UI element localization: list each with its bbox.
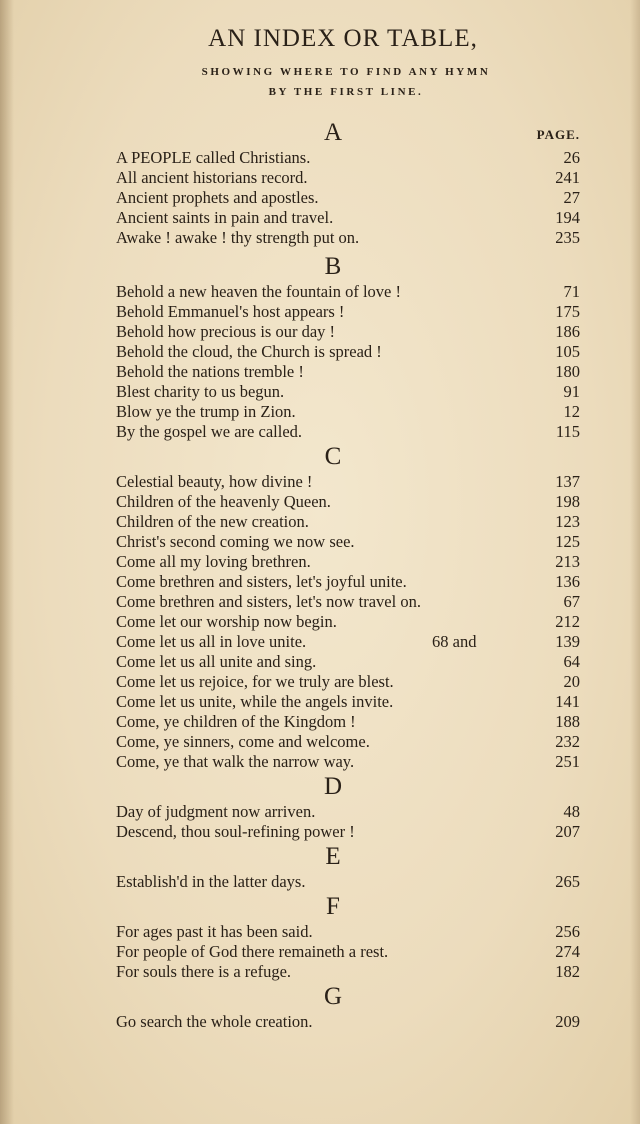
hymn-first-line: Come, ye sinners, come and welcome. xyxy=(116,732,370,751)
section-heading-g xyxy=(116,982,580,1012)
index-entry xyxy=(116,942,580,962)
section-letter: F xyxy=(326,893,340,920)
hymn-first-line: Ancient saints in pain and travel. xyxy=(116,208,334,227)
page-number: 125 xyxy=(555,532,580,551)
hymn-first-line: Blest charity to us begun. xyxy=(116,382,285,401)
page-number: 71 xyxy=(563,282,580,301)
page-edge-right xyxy=(630,0,640,1124)
hymn-first-line: Children of the new creation. xyxy=(116,512,309,531)
hymn-first-line: Behold how precious is our day ! xyxy=(116,322,336,341)
page-number: 232 xyxy=(555,732,580,751)
hymn-first-line: Children of the heavenly Queen. xyxy=(116,492,331,511)
section-heading-d xyxy=(116,772,580,802)
page-number: 26 xyxy=(563,148,580,167)
index-sections xyxy=(116,118,580,1032)
index-entry xyxy=(116,362,580,382)
hymn-first-line: All ancient historians record. xyxy=(116,168,308,187)
index-entry xyxy=(116,492,580,512)
index-entry xyxy=(116,802,580,822)
subtitle-line-2: BY THE FIRST LINE. xyxy=(268,86,424,98)
index-entry xyxy=(116,302,580,322)
page-number: 180 xyxy=(555,362,580,381)
index-entry xyxy=(116,632,580,652)
index-entry xyxy=(116,922,580,942)
page-number: 105 xyxy=(555,342,580,361)
hymn-first-line: Celestial beauty, how divine ! xyxy=(116,472,313,491)
page-number: 241 xyxy=(555,168,580,187)
index-entry xyxy=(116,572,580,592)
page-number: 20 xyxy=(563,672,580,691)
index-entry xyxy=(116,472,580,492)
index-entry xyxy=(116,382,580,402)
section-letter: G xyxy=(323,983,343,1010)
hymn-first-line: Go search the whole creation. xyxy=(116,1012,313,1031)
section-heading-f xyxy=(116,892,580,922)
page-number: 251 xyxy=(555,752,580,771)
index-entry xyxy=(116,552,580,572)
page-number: 27 xyxy=(563,188,580,207)
index-entry xyxy=(116,612,580,632)
page-number: 235 xyxy=(555,228,580,247)
page-edge-left xyxy=(0,0,14,1124)
page-number: 91 xyxy=(563,382,580,401)
hymn-first-line: Come let us unite, while the angels invite. xyxy=(116,692,394,711)
subtitle-line-1: SHOWING WHERE TO FIND ANY HYMN xyxy=(201,66,491,78)
index-entry xyxy=(116,422,580,442)
index-entry xyxy=(116,592,580,612)
hymn-first-line: Come let us rejoice, for we truly are blest. xyxy=(116,672,394,691)
page-number: 175 xyxy=(555,302,580,321)
hymn-first-line: For people of God there remaineth a rest. xyxy=(116,942,389,961)
hymn-first-line: Come let our worship now begin. xyxy=(116,612,337,631)
hymn-first-line: Behold Emmanuel's host appears ! xyxy=(116,302,345,321)
index-entry xyxy=(116,342,580,362)
hymn-first-line: A PEOPLE called Christians. xyxy=(116,148,311,167)
section-letter: B xyxy=(324,253,342,280)
hymn-first-line: Behold a new heaven the fountain of love ! xyxy=(116,282,401,301)
index-entry xyxy=(116,322,580,342)
index-entry xyxy=(116,532,580,552)
index-entry xyxy=(116,962,580,982)
hymn-first-line: Ancient prophets and apostles. xyxy=(116,188,319,207)
page-number: 256 xyxy=(555,922,580,941)
page-column-label: PAGE. xyxy=(536,127,580,142)
index-entry xyxy=(116,872,580,892)
page-number: 209 xyxy=(555,1012,580,1031)
alternate-page-ref: 68 and xyxy=(432,632,477,651)
page-number: 213 xyxy=(555,552,580,571)
hymn-first-line: For ages past it has been said. xyxy=(116,922,313,941)
index-entry xyxy=(116,188,580,208)
page-number: 67 xyxy=(563,592,580,611)
page-number: 188 xyxy=(555,712,580,731)
hymn-first-line: Blow ye the trump in Zion. xyxy=(116,402,296,421)
index-entry xyxy=(116,1012,580,1032)
hymn-first-line: Come let us all in love unite. xyxy=(116,632,307,651)
section-heading-e xyxy=(116,842,580,872)
section-letter: E xyxy=(325,843,341,870)
section-heading-b xyxy=(116,252,580,282)
page-number: 115 xyxy=(555,422,580,441)
index-entry xyxy=(116,652,580,672)
hymn-first-line: Awake ! awake ! thy strength put on. xyxy=(116,228,360,247)
hymn-first-line: Come, ye children of the Kingdom ! xyxy=(116,712,356,731)
page-number: 64 xyxy=(563,652,580,671)
index-entry xyxy=(116,402,580,422)
page-number: 136 xyxy=(555,572,580,591)
hymn-first-line: Day of judgment now arriven. xyxy=(116,802,316,821)
page-number: 12 xyxy=(563,402,580,421)
hymn-first-line: For souls there is a refuge. xyxy=(116,962,292,981)
hymn-first-line: Come all my loving brethren. xyxy=(116,552,311,571)
hymn-first-line: Come, ye that walk the narrow way. xyxy=(116,752,355,771)
hymn-first-line: Christ's second coming we now see. xyxy=(116,532,355,551)
page-title: AN INDEX OR TABLE, xyxy=(208,25,478,52)
hymn-first-line: Descend, thou soul-refining power ! xyxy=(116,822,355,841)
index-entry xyxy=(116,822,580,842)
hymn-first-line: By the gospel we are called. xyxy=(116,422,303,441)
section-heading-a xyxy=(116,118,580,148)
page-number: 198 xyxy=(555,492,580,511)
index-entry xyxy=(116,282,580,302)
page-number: 212 xyxy=(555,612,580,631)
page-number: 186 xyxy=(555,322,580,341)
hymn-first-line: Behold the cloud, the Church is spread ! xyxy=(116,342,382,361)
page-number: 139 xyxy=(555,632,580,651)
page-number: 48 xyxy=(563,802,580,821)
index-entry xyxy=(116,208,580,228)
index-entry xyxy=(116,512,580,532)
hymn-first-line: Establish'd in the latter days. xyxy=(116,872,306,891)
page-number: 123 xyxy=(555,512,580,531)
index-entry xyxy=(116,228,580,248)
hymn-first-line: Come brethren and sisters, let's now travel on. xyxy=(116,592,421,611)
index-entry xyxy=(116,168,580,188)
index-entry xyxy=(116,148,580,168)
page-number: 137 xyxy=(555,472,580,491)
section-letter: D xyxy=(323,773,343,800)
section-letter: C xyxy=(324,443,342,470)
index-page xyxy=(116,22,580,1032)
index-entry xyxy=(116,672,580,692)
page-number: 194 xyxy=(555,208,580,227)
hymn-first-line: Behold the nations tremble ! xyxy=(116,362,304,381)
page-number: 141 xyxy=(555,692,580,711)
index-entry xyxy=(116,752,580,772)
index-entry xyxy=(116,732,580,752)
hymn-first-line: Come brethren and sisters, let's joyful unite. xyxy=(116,572,407,591)
page-number: 207 xyxy=(555,822,580,841)
index-entry xyxy=(116,712,580,732)
page-number: 265 xyxy=(555,872,580,891)
page-number: 182 xyxy=(555,962,580,981)
index-entry xyxy=(116,692,580,712)
page-number: 274 xyxy=(555,942,580,961)
section-letter: A xyxy=(323,119,343,146)
section-heading-c xyxy=(116,442,580,472)
hymn-first-line: Come let us all unite and sing. xyxy=(116,652,317,671)
